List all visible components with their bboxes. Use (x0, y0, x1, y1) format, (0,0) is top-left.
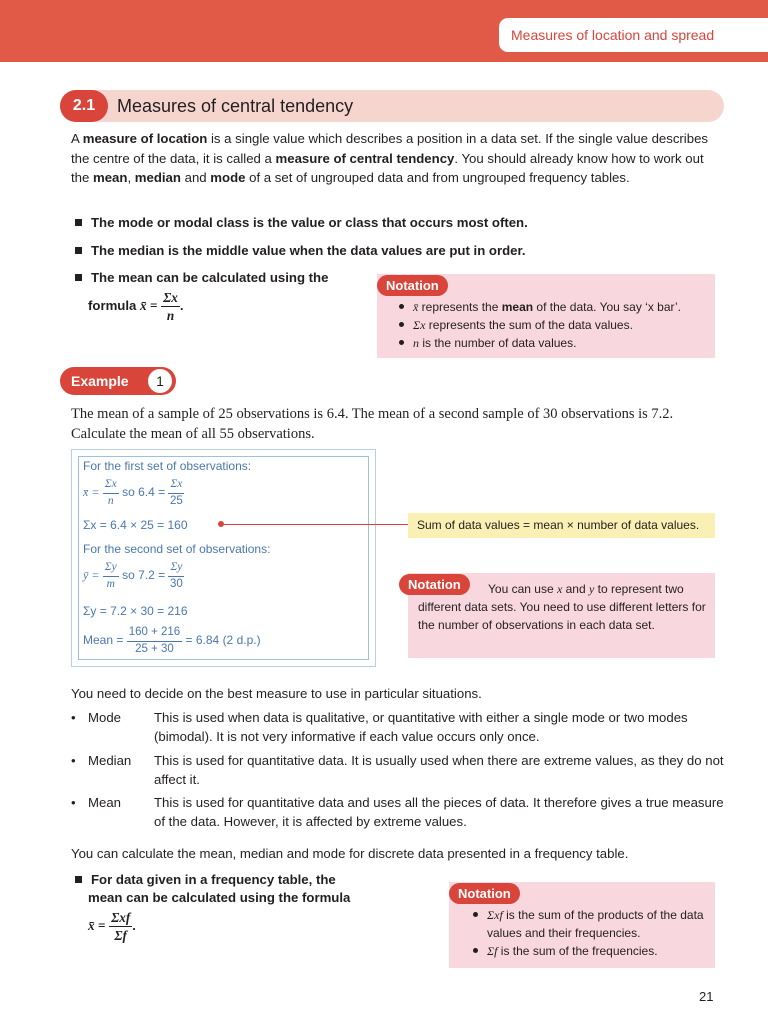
example-number: 1 (148, 369, 172, 393)
frequency-intro: You can calculate the mean, median and mode for discrete data presented in a frequency table. (71, 846, 629, 861)
notation-item: Σf is the sum of the frequencies. (473, 942, 711, 960)
working-line-3: Σx = 6.4 × 25 = 160 (83, 518, 188, 532)
section-heading (60, 90, 724, 122)
section-number: 2.1 (60, 90, 108, 122)
working-line-2: x̄ = $\frac{\Sigma x}{n}$ so 6.4 = $\frac{\Sigma x}{25}$ (83, 478, 183, 507)
frequency-mean-formula: x̄ = $\frac{\text{Σxf}}{\Sigma f}$ . (88, 910, 136, 944)
notation-item: Σx represents the sum of the data values. (399, 316, 709, 334)
working-line-6: Σy = 7.2 × 30 = 216 (83, 604, 188, 618)
notation-tag: Notation (399, 574, 470, 595)
working-line-7: Mean = $\frac{160 + 216}{25 + 30}$ = 6.84 (2 d.p.) (83, 626, 261, 655)
key-point-mean-formula: formula x̄ = $\frac{\Sigma x}{n}$ . (88, 290, 184, 324)
chapter-title-tab: Measures of location and spread (499, 18, 768, 52)
measure-item-mean: • Mean This is used for quantitative data and uses all the pieces of data. It therefore gives a true measure of the data. However, it is affected by extreme values. (71, 795, 724, 829)
notation-item: Σxf is the sum of the products of the data values and their frequencies. (473, 906, 711, 942)
notation-item: n is the number of data values. (399, 334, 709, 352)
example-badge (60, 367, 176, 395)
working-line-4: For the second set of observations: (83, 542, 271, 556)
chapter-header-bar (0, 0, 768, 62)
annotation-connector (222, 524, 408, 525)
square-bullet-icon (75, 247, 82, 254)
key-point-median: The median is the middle value when the data values are put in order. (74, 241, 526, 261)
key-point-mode: The mode or modal class is the value or class that occurs most often. (74, 213, 528, 233)
notation-tag: Notation (377, 275, 448, 296)
example-label: Example (71, 373, 129, 389)
working-line-1: For the first set of observations: (83, 459, 252, 473)
section-title: Measures of central tendency (117, 96, 354, 116)
page-number: 21 (699, 989, 714, 1004)
measures-intro: You need to decide on the best measure to use in particular situations. (71, 686, 482, 701)
annotation-note: Sum of data values = mean × number of data values. (408, 513, 715, 538)
intro-paragraph: A measure of location is a single value which describes a position in a data set. If the single value describes the centre of the data, it is called a measure of central tendency. You should already know how to work out the mean, median and mode of a set of ungrouped data and from ungrouped frequency tables. (71, 131, 709, 185)
measure-item-median: • Median This is used for quantitative data. It is usually used when there are extreme values, as they do not affect it. (71, 753, 724, 787)
notation-item: x̄ represents the mean of the data. You say ‘x bar’. (399, 298, 709, 316)
mean-formula-fraction: $\frac{\Sigma x}{n}$ (163, 290, 178, 324)
key-point-frequency-mean-line2: mean can be calculated using the formula (88, 890, 351, 905)
notation-list (473, 906, 711, 960)
square-bullet-icon (75, 876, 82, 883)
example-question: The mean of a sample of 25 observations is 6.4. The mean of a second sample of 30 observations is 7.2. Calculate the mean of all 55 observations. (71, 406, 674, 442)
square-bullet-icon (75, 219, 82, 226)
square-bullet-icon (75, 274, 82, 281)
notation-text: You can use x and y to represent two different data sets. You need to use different letters for the number of observations in each data set. (418, 582, 706, 632)
measure-item-mode: • Mode This is used when data is qualitative, or quantitative with either a single mode or two modes (bimodal). It is not very informative if each value occurs only once. (71, 710, 688, 744)
notation-list (399, 298, 709, 352)
key-point-mean: The mean can be calculated using the (74, 268, 328, 288)
notation-tag: Notation (449, 883, 520, 904)
working-line-5: ȳ = $\frac{\Sigma y}{m}$ so 7.2 = $\frac{\Sigma y}{30}$ (83, 561, 183, 590)
key-point-frequency-mean: For data given in a frequency table, the (74, 870, 336, 890)
